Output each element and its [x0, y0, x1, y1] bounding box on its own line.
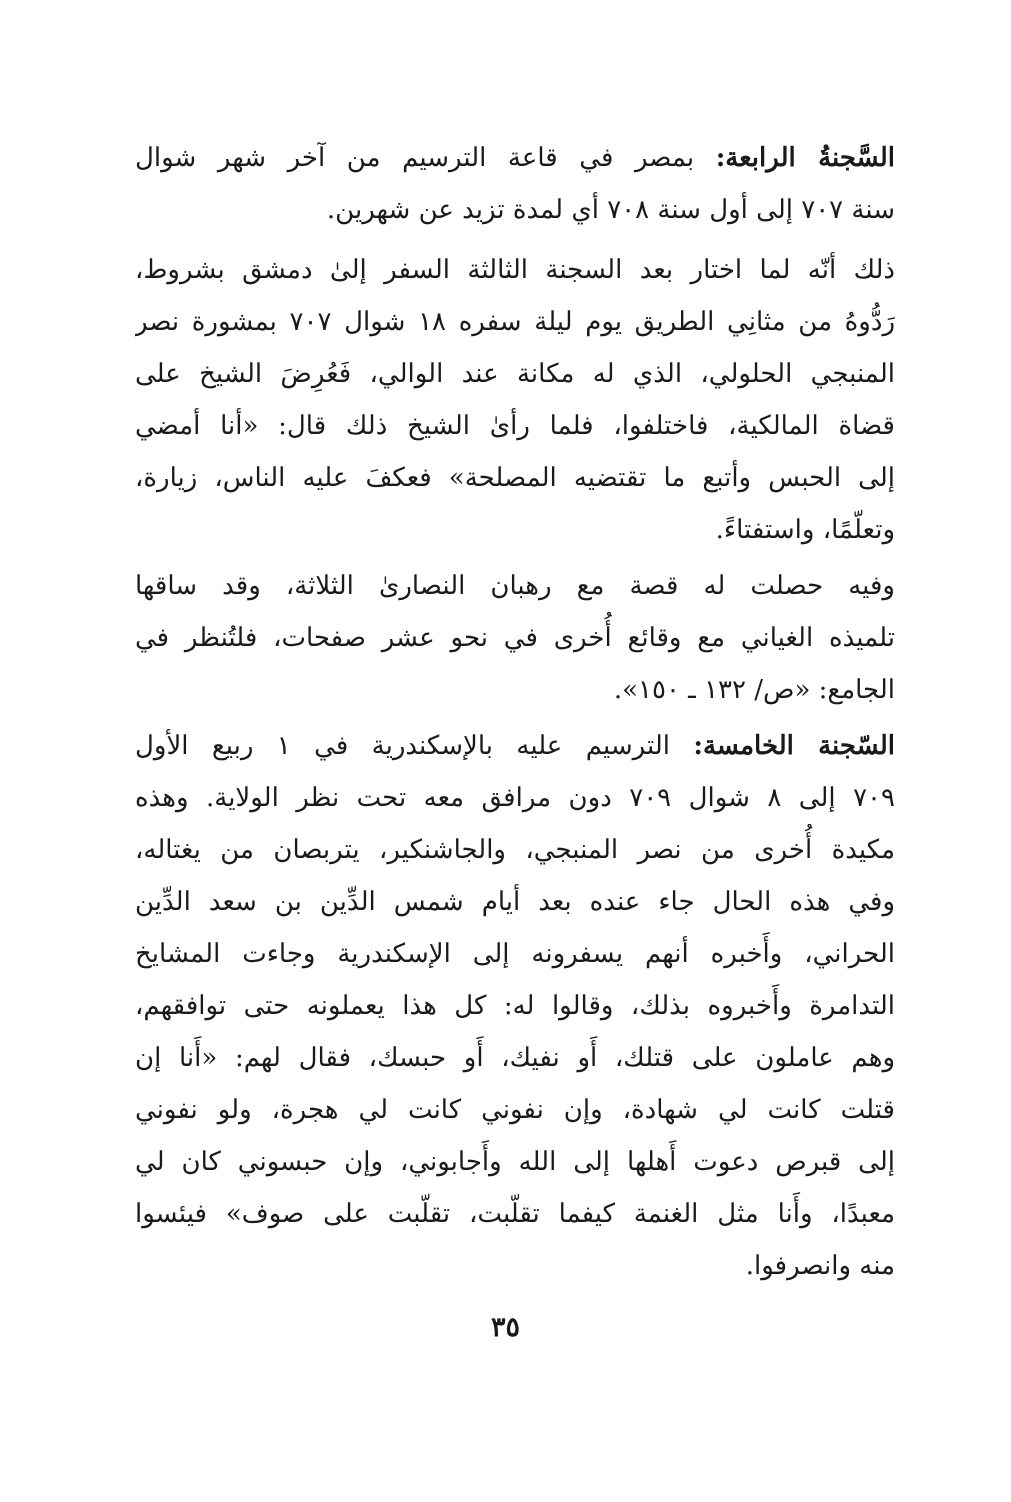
text-segment: بمصر في قاعة الترسيم من آخر شهر شوال — [135, 143, 695, 173]
text-line: وتعلّمًا، واستفتاءً. — [715, 515, 895, 545]
paragraph-fourth-imprisonment — [135, 132, 895, 236]
text-line: إلى الحبس وأتبع ما تقتضيه المصلحة» فعكفَ عليه الناس، زيارة، — [135, 463, 895, 493]
paragraph-return-to-damascus — [135, 244, 895, 556]
text-line: التدامرة وأَخبروه بذلك، وقالوا له: كل هذا يعملونه حتى توافقهم، — [135, 991, 895, 1021]
text-line: معبدًا، وأَنا مثل الغنمة كيفما تقلّبت، تقلّبت على صوف» فيئسوا — [135, 1199, 895, 1229]
text-line: قضاة المالكية، فاختلفوا، فلما رأىٰ الشيخ ذلك قال: «أنا أمضي — [135, 411, 895, 441]
text-line: مكيدة أُخرى من نصر المنبجي، والجاشنكير، يتربصان من يغتاله، — [135, 835, 895, 865]
text-line: وفي هذه الحال جاء عنده بعد أيام شمس الدِّين بن سعد الدِّين — [135, 887, 895, 917]
text-line: منه وانصرفوا. — [745, 1251, 895, 1281]
text-line: الجامع: «ص/ ١٣٢ ـ ١٥٠». — [613, 675, 895, 705]
text-line: قتلت كانت لي شهادة، وإن نفوني كانت لي هجرة، ولو نفوني — [135, 1095, 895, 1125]
text-segment: الترسيم عليه بالإسكندرية في ١ ربيع الأول — [135, 731, 670, 761]
section-heading: السَّجنةُ الرابعة: — [715, 143, 895, 173]
text-line: رَدُّوهُ من مثانِي الطريق يوم ليلة سفره ١٨ شوال ٧٠٧ بمشورة نصر — [135, 307, 895, 337]
text-line: الحراني، وأَخبره أنهم يسفرونه إلى الإسكندرية وجاءت المشايخ — [135, 939, 895, 969]
text-line: ٧٠٩ إلى ٨ شوال ٧٠٩ دون مرافق معه تحت نظر الولاية. وهذه — [135, 783, 895, 813]
text-line: وفيه حصلت له قصة مع رهبان النصارىٰ الثلاثة، وقد ساقها — [135, 571, 895, 601]
page-number: ٣٥ — [490, 1312, 520, 1343]
paragraph-monks-story — [135, 560, 895, 716]
text-line: تلميذه الغياني مع وقائع أُخرى في نحو عشر صفحات، فلتُنظر في — [135, 623, 895, 653]
text-line — [135, 132, 895, 184]
text-line: وهم عاملون على قتلك، أَو نفيك، أَو حبسك، فقال لهم: «أَنا إن — [135, 1043, 895, 1073]
text-line: ذلك أنّه لما اختار بعد السجنة الثالثة السفر إلىٰ دمشق بشروط، — [135, 255, 895, 285]
paragraph-fifth-imprisonment — [135, 720, 895, 1292]
section-heading: السّجنة الخامسة: — [693, 731, 895, 761]
text-line — [135, 720, 895, 772]
text-line: إلى قبرص دعوت أَهلها إلى الله وأَجابوني، وإن حبسوني كان لي — [135, 1147, 895, 1177]
text-line: المنبجي الحلولي، الذي له مكانة عند الوالي، فَعُرِضَ الشيخ على — [135, 359, 895, 389]
text-line: سنة ٧٠٧ إلى أول سنة ٧٠٨ أي لمدة تزيد عن شهرين. — [326, 195, 895, 225]
